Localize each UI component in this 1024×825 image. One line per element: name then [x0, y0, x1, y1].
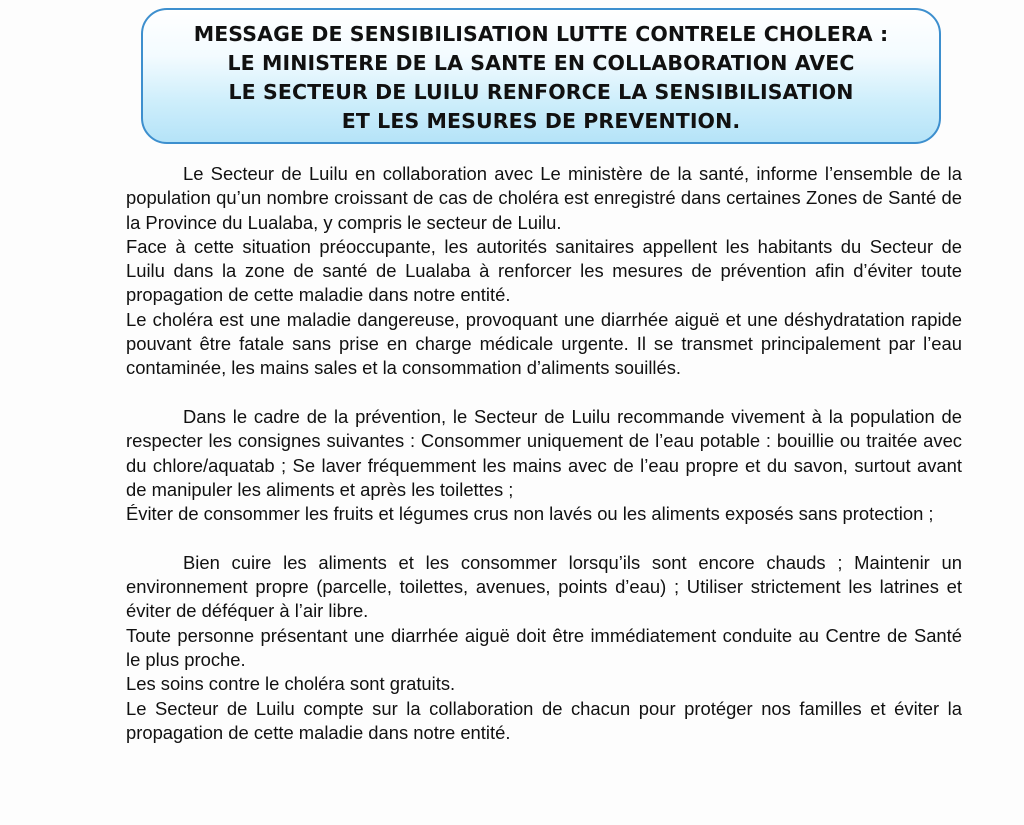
paragraph-gap: [126, 381, 962, 405]
paragraph-closing: Le Secteur de Luilu compte sur la collaboration de chacun pour protéger nos familles et éviter la propagation de cette maladie dans notre entité.: [126, 697, 962, 743]
paragraph-gap: [126, 526, 962, 550]
paragraph-seek-care: Toute personne présentant une diarrhée aiguë doit être immédiatement conduite au Centre de Santé le plus proche.: [126, 624, 962, 670]
title-line: ET LES MESURES DE PREVENTION.: [341, 109, 741, 133]
title-text: [143, 20, 939, 136]
title-line: LE SECTEUR DE LUILU RENFORCE LA SENSIBILISATION: [228, 80, 854, 104]
message-body: [126, 162, 962, 745]
paragraph-intro: Le Secteur de Luilu en collaboration avec Le ministère de la santé, informe l’ensemble de la population qu’un nombre croissant de cas de choléra est enregistré dans certaines Zones de Santé de la Province du Lualaba, y compris le secteur de Luilu.: [126, 163, 962, 233]
paragraph-hygiene-measures: Bien cuire les aliments et les consommer lorsqu’ils sont encore chauds ; Maintenir un environnement propre (parcelle, toilettes, avenues, points d’eau) ; Utiliser strictement les latrines et éviter de déféquer à l’air libre.: [126, 551, 962, 622]
paragraph-raw-food-warning: Éviter de consommer les fruits et légumes crus non lavés ou les aliments exposés sans protection ;: [126, 503, 934, 525]
paragraph-free-care: Les soins contre le choléra sont gratuits.: [126, 673, 456, 695]
paragraph-prevention-guidelines: Dans le cadre de la prévention, le Secteur de Luilu recommande vivement à la population de respecter les consignes suivantes : Consommer uniquement de l’eau potable : bouillie ou traitée avec du chlore/aquatab ; Se laver fréquemment les mains avec de l’eau propre et du savon, surtout avant de manipuler les aliments et après les toilettes ;: [126, 405, 962, 500]
title-line: LE MINISTERE DE LA SANTE EN COLLABORATION AVEC: [227, 51, 855, 75]
title-banner: [141, 8, 941, 144]
paragraph-disease-description: Le choléra est une maladie dangereuse, provoquant une diarrhée aiguë et une déshydratation rapide pouvant être fatale sans prise en charge médicale urgente. Il se transmet principalement par l’eau contaminée, les mains sales et la consommation d’aliments souillés.: [126, 308, 962, 379]
title-line: MESSAGE DE SENSIBILISATION LUTTE CONTRELE CHOLERA :: [193, 22, 889, 46]
paragraph-situation: Face à cette situation préoccupante, les autorités sanitaires appellent les habitants du Secteur de Luilu dans la zone de santé de Lualaba à renforcer les mesures de prévention afin d’éviter toute propagation de cette maladie dans notre entité.: [126, 235, 962, 306]
